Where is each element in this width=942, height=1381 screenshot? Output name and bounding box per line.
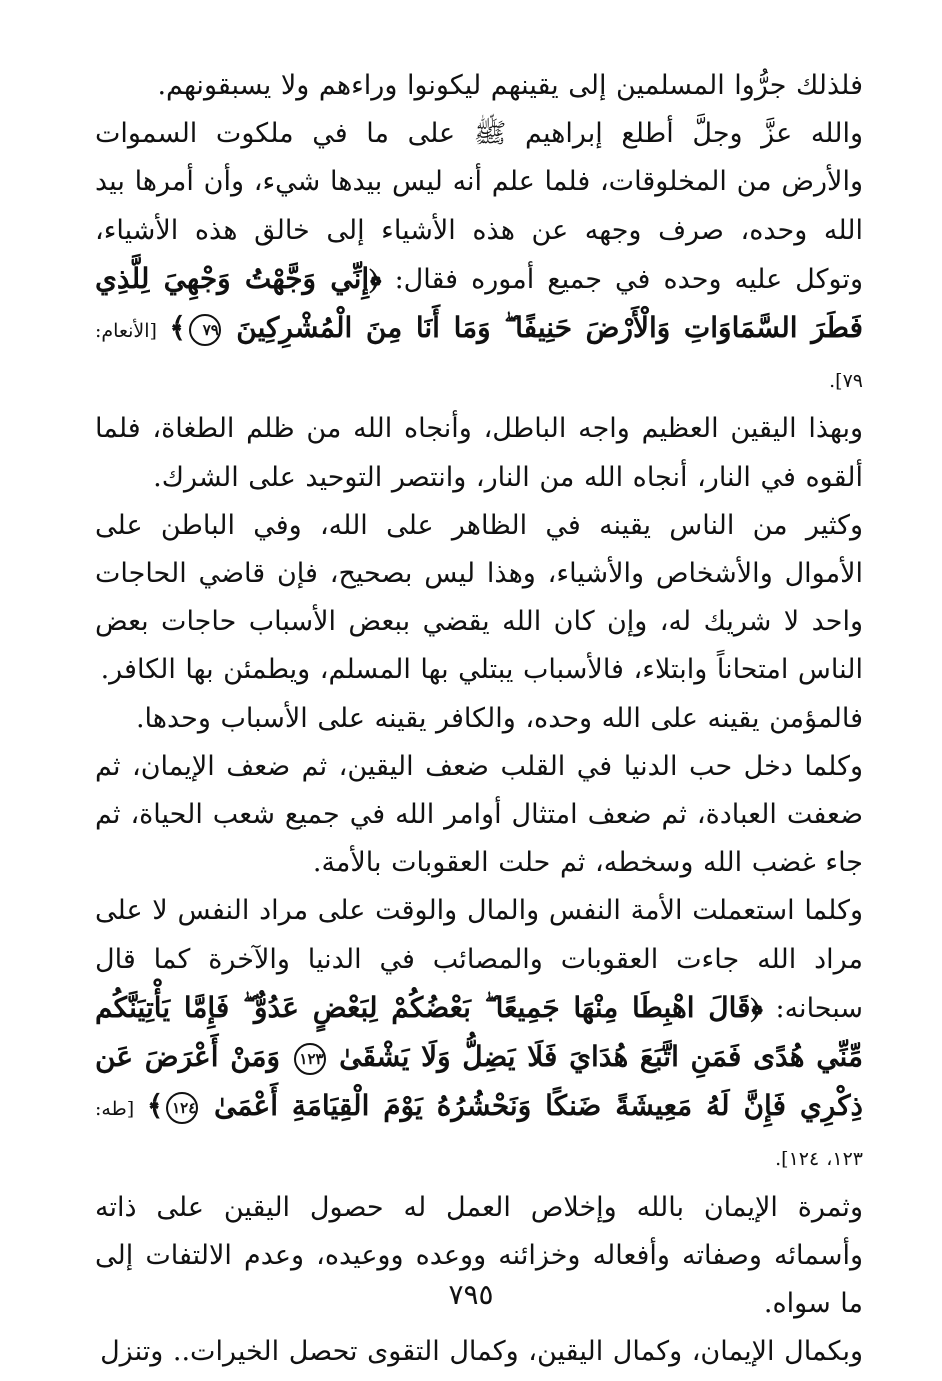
paragraph-text: وثمرة الإيمان بالله وإخلاص العمل له حصول اليقين على ذاته وأسمائه وصفاته وأفعاله وخزائنه ووعده ووعيده، وعدم الالتفات إلى ما سواه. (95, 1191, 863, 1320)
verse-reference: [طه: ١٢٣، ١٢٤]. (95, 1098, 863, 1171)
paragraph-text: وبكمال الإيمان، وكمال اليقين، وكمال التقوى تحصل الخيرات.. وتنزل (100, 1336, 863, 1368)
quran-verse-continued: وَمَنْ أَعْرَضَ عَن ذِكْرِي فَإِنَّ لَهُ مَعِيشَةً ضَنكًا وَنَحْشُرُهُ يَوْمَ الْقِيَامَةِ أَعْمَىٰ (95, 1040, 864, 1123)
paragraph-text: وكلما استعملت الأمة النفس والمال والوقت على مراد النفس لا على مراد الله جاءت العقوبات والمصائب في الدنيا والآخرة كما قال سبحانه: (95, 895, 863, 1024)
quran-verse: ﴿قَالَ اهْبِطَا مِنْهَا جَمِيعًا ۖ بَعْضُكُمْ لِبَعْضٍ عَدُوٌّ ۖ فَإِمَّا يَأْتِيَنَّكُم مِّنِّي هُدًى فَمَنِ اتَّبَعَ هُدَايَ فَلَا يَضِلُّ وَلَا يَشْقَىٰ (95, 990, 863, 1074)
paragraph-6 (95, 743, 863, 888)
paragraph-9 (95, 1328, 863, 1376)
quran-verse: ﴿إِنِّي وَجَّهْتُ وَجْهِيَ لِلَّذِي فَطَرَ السَّمَاوَاتِ وَالْأَرْضَ حَنِيفًا ۖ وَمَا أَنَا مِنَ الْمُشْرِكِينَ (95, 261, 863, 345)
paragraph-7 (95, 887, 863, 1183)
paragraph-text: وكلما دخل حب الدنيا في القلب ضعف اليقين، ثم ضعف الإيمان، ثم ضعفت العبادة، ثم ضعف امتثال أوامر الله في جميع شعب الحياة، ثم جاء غضب الله وسخطه، ثم حلت العقوبات بالأمة. (95, 750, 863, 879)
quran-bracket-close: ﴾ (146, 1089, 164, 1123)
ayah-number-marker: ٧٩ (189, 314, 221, 346)
paragraph-4 (95, 502, 863, 695)
page-number: ٧٩٥ (448, 1278, 494, 1311)
paragraph-5 (95, 695, 863, 743)
paragraph-text: والله عزَّ وجلَّ أطلع إبراهيم ﷺ على ما في ملكوت السموات والأرض من المخلوقات، فلما علم أنه ليس بيدها شيء، وأن أمرها بيد الله وحده، صرف وجهه عن هذه الأشياء إلى خالق هذه الأشياء، وتوكل عليه وحده في جميع أموره فقال: (95, 118, 863, 295)
quran-bracket-close: ﴾ (169, 311, 186, 345)
ayah-number-marker: ١٢٣ (294, 1043, 326, 1075)
paragraph-text: فالمؤمن يقينه على الله وحده، والكافر يقينه على الأسباب وحدها. (135, 702, 863, 734)
paragraph-text: فلذلك جرُّوا المسلمين إلى يقينهم ليكونوا وراءهم ولا يسبقونهم. (157, 70, 863, 101)
paragraph-text: وكثير من الناس يقينه في الظاهر على الله، وفي الباطن على الأموال والأشخاص والأشياء، وهذا ليس بصحيح، فإن قاضي الحاجات واحد لا شريك له، وإن كان الله يقضي ببعض الأسباب حاجات بعض الناس امتحاناً وابتلاء، فالأسباب يبتلي بها المسلم، ويطمئن بها الكافر. (95, 509, 863, 686)
paragraph-3 (95, 405, 863, 501)
paragraph-2 (95, 110, 863, 405)
paragraph-text: وبهذا اليقين العظيم واجه الباطل، وأنجاه الله من ظلم الطغاة، فلما ألقوه في النار، أنجاه الله من النار، وانتصر التوحيد على الشرك. (95, 413, 863, 493)
ayah-number-marker: ١٢٤ (166, 1092, 198, 1124)
verse-reference: [الأنعام: ٧٩]. (95, 320, 863, 393)
paragraph-1 (95, 62, 863, 110)
